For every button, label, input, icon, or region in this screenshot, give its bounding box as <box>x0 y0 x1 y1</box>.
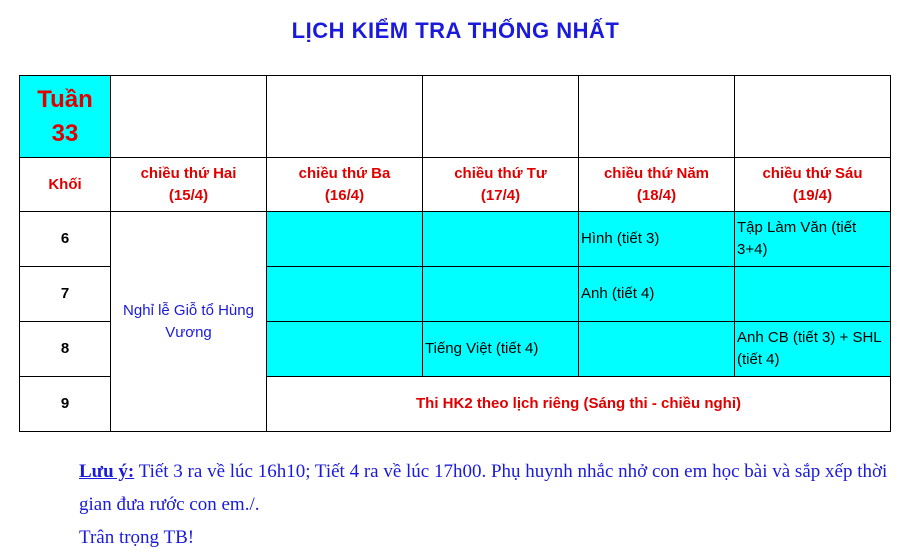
empty-cell <box>579 76 735 158</box>
schedule-cell: Tập Làm Văn (tiết 3+4) <box>735 212 891 267</box>
schedule-cell: Anh (tiết 4) <box>579 267 735 322</box>
grade-label: 9 <box>20 377 111 432</box>
day-header-mon <box>111 158 267 212</box>
day-header-wed <box>423 158 579 212</box>
holiday-cell: Nghỉ lễ Giỗ tổ Hùng Vương <box>111 212 267 432</box>
empty-cell <box>111 76 267 158</box>
schedule-cell <box>579 322 735 377</box>
schedule-cell <box>735 267 891 322</box>
grade-header: Khối <box>20 158 111 212</box>
schedule-cell: Anh CB (tiết 3) + SHL (tiết 4) <box>735 322 891 377</box>
day-header-thu <box>579 158 735 212</box>
day-date: (19/4) <box>792 186 833 204</box>
empty-cell <box>735 76 891 158</box>
empty-cell <box>423 76 579 158</box>
schedule-cell <box>423 212 579 267</box>
exam-schedule-table <box>19 75 891 432</box>
note-paragraph <box>19 455 895 521</box>
day-date: (18/4) <box>636 186 677 204</box>
note-text: Tiết 3 ra về lúc 16h10; Tiết 4 ra về lúc 17h00. Phụ huynh nhắc nhở con em học bài và sắp xếp thời gian đưa rước con em./. <box>79 461 888 515</box>
week-label <box>20 76 111 158</box>
day-date: (16/4) <box>324 186 365 204</box>
day-name: chiều thứ Ba <box>298 164 391 182</box>
day-date: (17/4) <box>480 186 521 204</box>
grade-label: 6 <box>20 212 111 267</box>
day-header-fri <box>735 158 891 212</box>
schedule-cell: Hình (tiết 3) <box>579 212 735 267</box>
table-row <box>20 212 891 267</box>
schedule-cell: Tiếng Việt (tiết 4) <box>423 322 579 377</box>
schedule-cell <box>423 267 579 322</box>
header-row <box>20 158 891 212</box>
day-header-tue <box>267 158 423 212</box>
week-label-line2: 33 <box>51 119 79 147</box>
schedule-cell <box>267 212 423 267</box>
grade-label: 8 <box>20 322 111 377</box>
grade-label: 7 <box>20 267 111 322</box>
note-closing: Trân trọng TB! <box>79 527 195 548</box>
schedule-cell <box>267 267 423 322</box>
week-label-line1: Tuần <box>37 85 93 113</box>
day-name: chiều thứ Hai <box>140 164 237 182</box>
schedule-cell <box>267 322 423 377</box>
day-name: chiều thứ Sáu <box>762 164 863 182</box>
week-row <box>20 76 891 158</box>
page-title: LỊCH KIỂM TRA THỐNG NHẤT <box>291 18 620 43</box>
note-block <box>19 455 895 554</box>
empty-cell <box>267 76 423 158</box>
final-exam-cell: Thi HK2 theo lịch riêng (Sáng thi - chiều nghỉ) <box>267 377 891 432</box>
note-label: Lưu ý: <box>79 461 135 482</box>
day-name: chiều thứ Tư <box>454 164 547 182</box>
day-name: chiều thứ Năm <box>603 164 710 182</box>
day-date: (15/4) <box>168 186 209 204</box>
